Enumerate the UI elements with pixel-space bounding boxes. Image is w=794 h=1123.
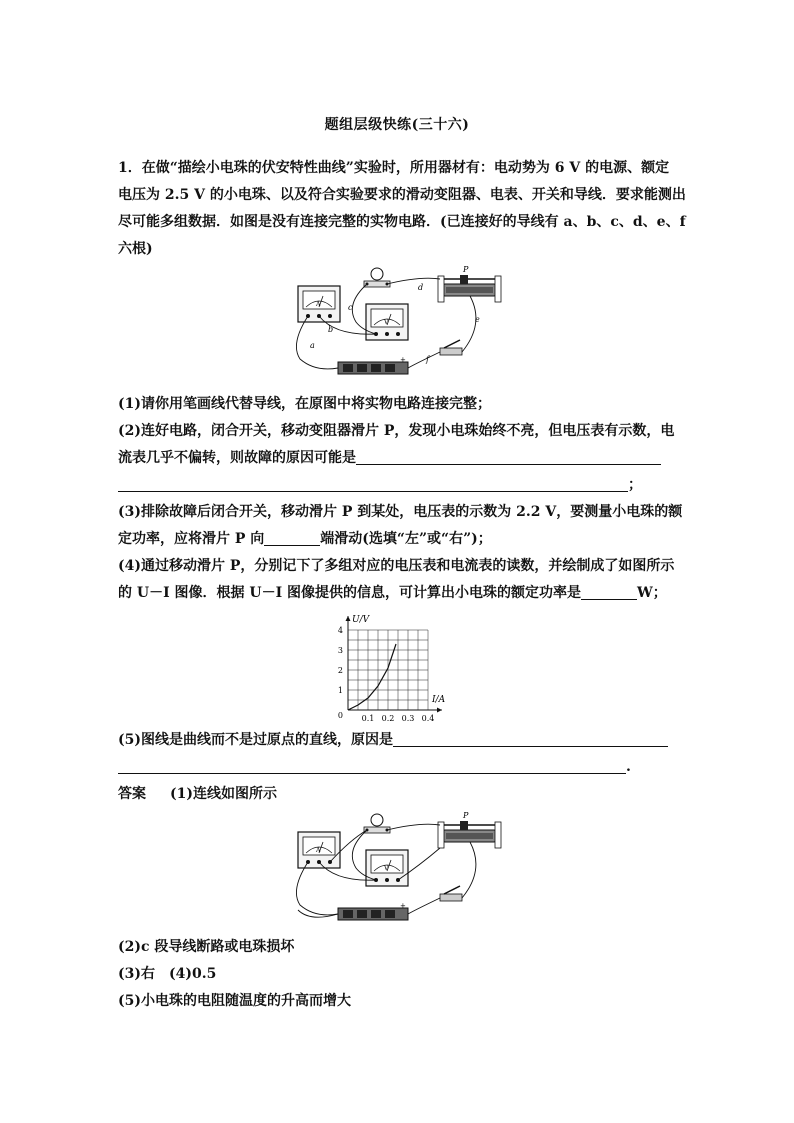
part-5-line-1 [118, 731, 678, 749]
x-tick-label: 0.3 [401, 714, 415, 723]
part-2-line-1: (2)连好电路，闭合开关，移动变阻器滑片 P，发现小电珠始终不亮，但电压表有示数，电 [118, 423, 675, 439]
part-4-line-1: (4)通过移动滑片 P，分别记下了多组对应的电压表和电流表的读数，并绘制成了如图所示 [118, 558, 675, 574]
answer-blank-4[interactable] [581, 585, 637, 600]
battery [338, 902, 408, 920]
part-2-line-3 [118, 476, 678, 494]
part-5-end: . [626, 759, 631, 775]
voltmeter-label: V [384, 865, 389, 872]
answer-part-5: (5)小电珠的电阻随温度的升高而增大 [118, 993, 351, 1009]
ammeter-label: A [316, 301, 321, 308]
rheostat [438, 265, 501, 302]
x-axis-arrow-icon [437, 708, 442, 713]
wire-b-label: b [328, 325, 334, 334]
origin-label: 0 [337, 711, 343, 720]
answer-blank-5b[interactable] [118, 759, 626, 774]
part-4-text-b: W； [637, 585, 667, 601]
circuit-figure-answer [290, 810, 505, 930]
rheostat [438, 811, 501, 848]
part-5-line-2 [118, 758, 678, 776]
part-3-line-2 [118, 530, 678, 548]
question-intro-line-2: 电压为 2.5 V 的小电珠、以及符合实验要求的滑动变阻器、电表、开关和导线．要求能测出 [118, 187, 686, 203]
voltmeter [366, 850, 408, 886]
part-3-line-1: (3)排除故障后闭合开关，移动滑片 P 到某处，电压表的示数为 2.2 V，要测量小电珠的额 [118, 504, 683, 520]
part-1: (1)请你用笔画线代替导线，在原图中将实物电路连接完整； [118, 396, 491, 412]
part-2-text: 流表几乎不偏转，则故障的原因可能是 [118, 450, 356, 466]
u-i-chart [330, 604, 460, 724]
answer-blank-3[interactable] [264, 531, 320, 546]
answer-blank-2b[interactable] [118, 477, 628, 492]
part-4-line-2 [118, 584, 678, 602]
voltmeter-label: V [384, 319, 389, 326]
x-tick-label: 0.1 [361, 714, 375, 723]
wire-f-label: f [426, 355, 429, 364]
answer-part-1: (1)连线如图所示 [170, 786, 277, 802]
battery-plus-label: + [400, 902, 406, 910]
bulb-icon [364, 814, 390, 833]
y-tick-label: 4 [337, 626, 343, 635]
switch-icon [440, 886, 462, 901]
wire-e-label: e [475, 315, 480, 324]
part-2-end: ； [628, 477, 642, 493]
wire-a-label: a [310, 341, 315, 350]
bulb-icon [364, 268, 390, 287]
y-tick-label: 3 [337, 646, 343, 655]
part-3-text-a: 定功率，应将滑片 P 向 [118, 531, 265, 547]
x-tick-label: 0.2 [381, 714, 395, 723]
answer-blank-5a[interactable] [393, 732, 668, 747]
ammeter-label: A [316, 847, 321, 854]
slider-p-label: P [463, 265, 469, 274]
answer-part-4: (4)0.5 [169, 966, 217, 982]
answer-blank-2a[interactable] [356, 450, 661, 465]
page-title: 题组层级快练(三十六) [324, 117, 470, 133]
question-intro-line-1: 1．在做“描绘小电珠的伏安特性曲线”实验时，所用器材有：电动势为 6 V 的电源、额定 [118, 160, 670, 176]
y-axis-label: U/V [352, 615, 370, 625]
answer-line-3 [118, 965, 678, 983]
x-tick-label: 0.4 [421, 714, 435, 723]
circuit-figure [290, 264, 505, 384]
answer-part-3: (3)右 [118, 966, 155, 982]
x-axis-label: I/A [432, 695, 446, 705]
y-tick-label: 2 [337, 666, 343, 675]
answer-line-1 [118, 785, 678, 803]
part-5-text: (5)图线是曲线而不是过原点的直线，原因是 [118, 732, 393, 748]
wire-c-label: c [348, 303, 353, 312]
wire-d-label: d [418, 283, 424, 292]
switch-icon [440, 340, 462, 355]
voltmeter [366, 304, 408, 340]
part-2-line-2 [118, 449, 678, 467]
y-axis-arrow-icon [346, 616, 351, 621]
part-3-text-b: 端滑动(选填“左”或“右”)； [320, 531, 492, 547]
answer-part-2: (2)c 段导线断路或电珠损坏 [118, 939, 295, 955]
answer-label: 答案 [118, 786, 146, 802]
question-intro-line-3: 尽可能多组数据．如图是没有连接完整的实物电路．(已连接好的导线有 a、b、c、d、e、f [118, 214, 686, 230]
battery-plus-label: + [400, 356, 406, 364]
y-tick-label: 1 [337, 686, 343, 695]
battery [338, 356, 408, 374]
question-intro-line-4: 六根) [118, 241, 153, 257]
part-4-text-a: 的 U－I 图像．根据 U－I 图像提供的信息，可计算出小电珠的额定功率是 [118, 585, 582, 601]
slider-p-label: P [463, 811, 469, 820]
